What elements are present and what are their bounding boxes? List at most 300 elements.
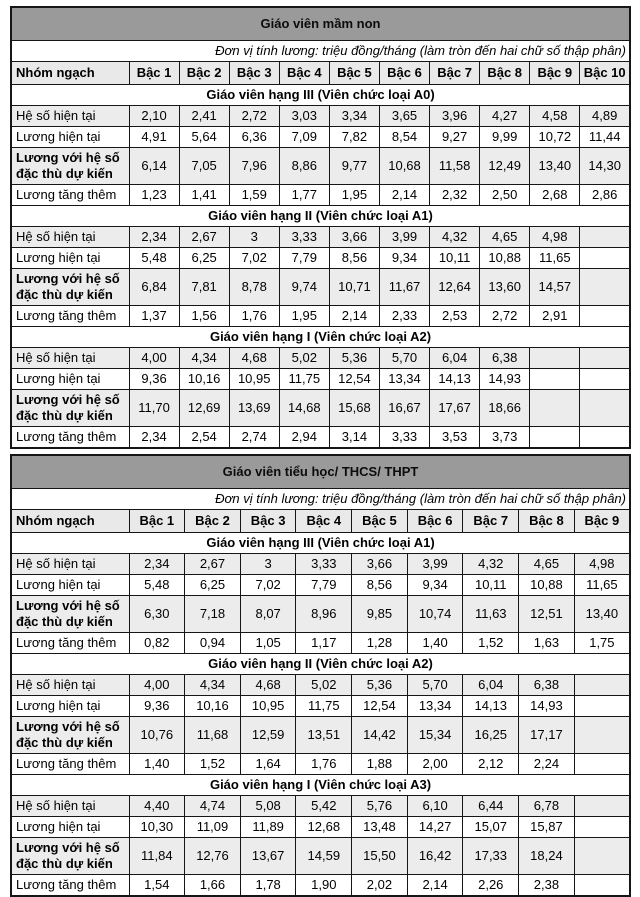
value-cell: 5,08 (240, 796, 296, 817)
value-cell: 5,70 (407, 675, 463, 696)
value-cell: 2,72 (480, 306, 530, 327)
table-row (11, 106, 630, 127)
value-cell: 16,67 (379, 390, 429, 427)
value-cell: 18,24 (519, 838, 575, 875)
value-cell: 10,30 (129, 817, 185, 838)
table-row (11, 633, 630, 654)
value-cell: 11,68 (185, 717, 241, 754)
value-cell: 13,67 (240, 838, 296, 875)
column-header-bac-1: Bậc 1 (129, 510, 185, 533)
section-header: Giáo viên hạng III (Viên chức loại A1) (11, 533, 630, 554)
value-cell (574, 717, 630, 754)
value-cell: 1,75 (574, 633, 630, 654)
value-cell: 12,64 (430, 269, 480, 306)
value-cell: 2,34 (129, 227, 179, 248)
value-cell: 5,36 (329, 348, 379, 369)
value-cell: 11,09 (185, 817, 241, 838)
value-cell: 3,99 (379, 227, 429, 248)
value-cell (580, 348, 630, 369)
table-row (11, 185, 630, 206)
value-cell: 7,79 (279, 248, 329, 269)
value-cell: 1,40 (407, 633, 463, 654)
value-cell: 18,66 (480, 390, 530, 427)
row-label: Lương hiện tại (11, 248, 129, 269)
value-cell: 5,64 (179, 127, 229, 148)
section-header-row (11, 654, 630, 675)
row-label: Lương với hệ số đặc thù dự kiến (11, 838, 129, 875)
value-cell: 2,67 (185, 554, 241, 575)
value-cell: 3,14 (329, 427, 379, 449)
unit-note: Đơn vị tính lương: triệu đồng/tháng (làm tròn đến hai chữ số thập phân) (11, 489, 630, 510)
value-cell: 2,14 (407, 875, 463, 897)
value-cell: 14,27 (407, 817, 463, 838)
value-cell: 13,51 (296, 717, 352, 754)
value-cell: 2,38 (519, 875, 575, 897)
value-cell: 9,85 (352, 596, 408, 633)
table-row (11, 838, 630, 875)
value-cell: 1,52 (185, 754, 241, 775)
table-row (11, 306, 630, 327)
value-cell: 7,82 (329, 127, 379, 148)
value-cell: 3,33 (296, 554, 352, 575)
value-cell (574, 696, 630, 717)
value-cell: 1,95 (279, 306, 329, 327)
table-row (11, 754, 630, 775)
value-cell: 1,76 (296, 754, 352, 775)
column-header-bac-3: Bậc 3 (240, 510, 296, 533)
value-cell: 2,12 (463, 754, 519, 775)
section-header: Giáo viên hạng I (Viên chức loại A3) (11, 775, 630, 796)
value-cell (530, 390, 580, 427)
row-label: Hệ số hiện tại (11, 675, 129, 696)
value-cell: 4,34 (185, 675, 241, 696)
value-cell: 14,59 (296, 838, 352, 875)
section-header-row (11, 775, 630, 796)
table-row (11, 248, 630, 269)
value-cell: 10,88 (480, 248, 530, 269)
column-header-group: Nhóm ngạch (11, 510, 129, 533)
value-cell (580, 306, 630, 327)
value-cell: 3 (240, 554, 296, 575)
value-cell: 6,25 (179, 248, 229, 269)
value-cell: 10,16 (185, 696, 241, 717)
value-cell: 9,34 (379, 248, 429, 269)
value-cell: 17,17 (519, 717, 575, 754)
salary-tables-container (10, 6, 631, 897)
value-cell: 13,40 (574, 596, 630, 633)
value-cell: 2,14 (379, 185, 429, 206)
value-cell: 2,10 (129, 106, 179, 127)
value-cell: 8,54 (379, 127, 429, 148)
value-cell: 5,48 (129, 575, 185, 596)
value-cell: 6,04 (463, 675, 519, 696)
column-header-group: Nhóm ngạch (11, 62, 129, 85)
value-cell: 3,96 (430, 106, 480, 127)
table-row (11, 575, 630, 596)
value-cell: 12,59 (240, 717, 296, 754)
section-header: Giáo viên hạng I (Viên chức loại A2) (11, 327, 630, 348)
table-title-row (11, 7, 630, 41)
section-header-row (11, 533, 630, 554)
value-cell: 4,65 (519, 554, 575, 575)
value-cell: 2,67 (179, 227, 229, 248)
value-cell: 4,98 (530, 227, 580, 248)
value-cell: 1,95 (329, 185, 379, 206)
section-header-row (11, 206, 630, 227)
value-cell: 15,68 (329, 390, 379, 427)
value-cell: 4,34 (179, 348, 229, 369)
value-cell: 12,49 (480, 148, 530, 185)
table-row (11, 127, 630, 148)
value-cell: 3,73 (480, 427, 530, 449)
value-cell: 6,30 (129, 596, 185, 633)
value-cell (574, 817, 630, 838)
value-cell: 7,05 (179, 148, 229, 185)
value-cell (530, 348, 580, 369)
column-header-bac-2: Bậc 2 (179, 62, 229, 85)
table-title: Giáo viên tiểu học/ THCS/ THPT (11, 455, 630, 489)
value-cell: 0,82 (129, 633, 185, 654)
row-label: Lương hiện tại (11, 696, 129, 717)
value-cell: 1,63 (519, 633, 575, 654)
value-cell: 0,94 (185, 633, 241, 654)
value-cell (580, 369, 630, 390)
value-cell: 12,69 (179, 390, 229, 427)
value-cell: 2,26 (463, 875, 519, 897)
section-header: Giáo viên hạng II (Viên chức loại A2) (11, 654, 630, 675)
value-cell: 14,13 (463, 696, 519, 717)
value-cell: 5,02 (279, 348, 329, 369)
value-cell: 1,77 (279, 185, 329, 206)
value-cell: 12,51 (519, 596, 575, 633)
column-header-bac-8: Bậc 8 (480, 62, 530, 85)
value-cell (574, 796, 630, 817)
column-header-bac-5: Bậc 5 (352, 510, 408, 533)
value-cell: 4,40 (129, 796, 185, 817)
column-header-bac-9: Bậc 9 (574, 510, 630, 533)
value-cell: 7,81 (179, 269, 229, 306)
column-header-row (11, 62, 630, 85)
value-cell: 1,76 (229, 306, 279, 327)
value-cell: 4,65 (480, 227, 530, 248)
value-cell: 5,76 (352, 796, 408, 817)
value-cell: 11,44 (580, 127, 630, 148)
table-row (11, 717, 630, 754)
value-cell: 16,25 (463, 717, 519, 754)
table-title-row (11, 455, 630, 489)
value-cell: 2,34 (129, 427, 179, 449)
value-cell: 1,66 (185, 875, 241, 897)
value-cell: 4,74 (185, 796, 241, 817)
value-cell: 14,42 (352, 717, 408, 754)
value-cell: 11,84 (129, 838, 185, 875)
value-cell: 16,42 (407, 838, 463, 875)
value-cell: 9,99 (480, 127, 530, 148)
row-label: Lương hiện tại (11, 575, 129, 596)
value-cell: 10,16 (179, 369, 229, 390)
value-cell: 8,56 (329, 248, 379, 269)
table-row (11, 148, 630, 185)
value-cell: 12,54 (352, 696, 408, 717)
value-cell: 2,50 (480, 185, 530, 206)
row-label: Lương với hệ số đặc thù dự kiến (11, 596, 129, 633)
value-cell: 1,37 (129, 306, 179, 327)
value-cell (580, 269, 630, 306)
value-cell: 12,68 (296, 817, 352, 838)
row-label: Hệ số hiện tại (11, 348, 129, 369)
value-cell: 13,69 (229, 390, 279, 427)
table-title: Giáo viên mầm non (11, 7, 630, 41)
value-cell: 1,52 (463, 633, 519, 654)
value-cell: 10,71 (329, 269, 379, 306)
value-cell: 4,00 (129, 675, 185, 696)
value-cell: 13,34 (407, 696, 463, 717)
value-cell: 2,86 (580, 185, 630, 206)
value-cell: 6,10 (407, 796, 463, 817)
row-label: Lương hiện tại (11, 817, 129, 838)
value-cell: 2,94 (279, 427, 329, 449)
column-header-bac-6: Bậc 6 (379, 62, 429, 85)
value-cell: 5,42 (296, 796, 352, 817)
value-cell: 6,04 (430, 348, 480, 369)
row-label: Lương với hệ số đặc thù dự kiến (11, 148, 129, 185)
value-cell: 5,02 (296, 675, 352, 696)
value-cell: 3,66 (352, 554, 408, 575)
value-cell: 9,74 (279, 269, 329, 306)
value-cell: 1,40 (129, 754, 185, 775)
value-cell: 14,13 (430, 369, 480, 390)
row-label: Lương tăng thêm (11, 633, 129, 654)
table-row (11, 796, 630, 817)
value-cell: 10,74 (407, 596, 463, 633)
value-cell: 5,48 (129, 248, 179, 269)
value-cell: 1,23 (129, 185, 179, 206)
value-cell: 3,65 (379, 106, 429, 127)
column-header-row (11, 510, 630, 533)
value-cell: 3,53 (430, 427, 480, 449)
value-cell: 2,68 (530, 185, 580, 206)
value-cell (574, 675, 630, 696)
value-cell: 3,33 (379, 427, 429, 449)
value-cell: 1,59 (229, 185, 279, 206)
value-cell: 4,32 (463, 554, 519, 575)
value-cell: 4,68 (240, 675, 296, 696)
column-header-bac-10: Bậc 10 (580, 62, 630, 85)
column-header-bac-5: Bậc 5 (329, 62, 379, 85)
row-label: Lương với hệ số đặc thù dự kiến (11, 390, 129, 427)
value-cell: 4,32 (430, 227, 480, 248)
value-cell: 7,02 (229, 248, 279, 269)
value-cell: 6,36 (229, 127, 279, 148)
value-cell: 4,98 (574, 554, 630, 575)
value-cell: 12,54 (329, 369, 379, 390)
value-cell: 4,00 (129, 348, 179, 369)
row-label: Lương tăng thêm (11, 427, 129, 449)
value-cell: 15,50 (352, 838, 408, 875)
value-cell: 17,33 (463, 838, 519, 875)
value-cell: 2,14 (329, 306, 379, 327)
value-cell: 1,17 (296, 633, 352, 654)
value-cell: 7,18 (185, 596, 241, 633)
value-cell: 15,07 (463, 817, 519, 838)
unit-note: Đơn vị tính lương: triệu đồng/tháng (làm tròn đến hai chữ số thập phân) (11, 41, 630, 62)
row-label: Hệ số hiện tại (11, 106, 129, 127)
row-label: Lương với hệ số đặc thù dự kiến (11, 269, 129, 306)
unit-note-row (11, 489, 630, 510)
row-label: Hệ số hiện tại (11, 227, 129, 248)
row-label: Lương tăng thêm (11, 185, 129, 206)
value-cell: 2,74 (229, 427, 279, 449)
value-cell (574, 838, 630, 875)
column-header-bac-4: Bậc 4 (279, 62, 329, 85)
row-label: Lương tăng thêm (11, 875, 129, 897)
value-cell (580, 227, 630, 248)
value-cell: 10,88 (519, 575, 575, 596)
value-cell: 11,58 (430, 148, 480, 185)
value-cell: 9,34 (407, 575, 463, 596)
unit-note-row (11, 41, 630, 62)
value-cell: 6,38 (480, 348, 530, 369)
value-cell: 6,14 (129, 148, 179, 185)
column-header-bac-9: Bậc 9 (530, 62, 580, 85)
value-cell: 7,02 (240, 575, 296, 596)
value-cell: 1,41 (179, 185, 229, 206)
table-row (11, 427, 630, 449)
value-cell: 2,53 (430, 306, 480, 327)
value-cell: 2,33 (379, 306, 429, 327)
value-cell: 7,79 (296, 575, 352, 596)
value-cell: 6,25 (185, 575, 241, 596)
value-cell: 2,41 (179, 106, 229, 127)
column-header-bac-8: Bậc 8 (519, 510, 575, 533)
section-header: Giáo viên hạng II (Viên chức loại A1) (11, 206, 630, 227)
value-cell (580, 390, 630, 427)
value-cell: 3,66 (329, 227, 379, 248)
value-cell: 3 (229, 227, 279, 248)
value-cell: 11,65 (530, 248, 580, 269)
value-cell: 2,24 (519, 754, 575, 775)
value-cell: 2,54 (179, 427, 229, 449)
value-cell: 13,40 (530, 148, 580, 185)
section-header: Giáo viên hạng III (Viên chức loại A0) (11, 85, 630, 106)
value-cell: 10,11 (430, 248, 480, 269)
column-header-bac-1: Bậc 1 (129, 62, 179, 85)
value-cell (580, 427, 630, 449)
table-row (11, 269, 630, 306)
column-header-bac-4: Bậc 4 (296, 510, 352, 533)
table-row (11, 390, 630, 427)
row-label: Hệ số hiện tại (11, 554, 129, 575)
column-header-bac-7: Bậc 7 (430, 62, 480, 85)
column-header-bac-7: Bậc 7 (463, 510, 519, 533)
value-cell: 1,64 (240, 754, 296, 775)
value-cell: 14,93 (480, 369, 530, 390)
value-cell: 11,75 (279, 369, 329, 390)
value-cell: 4,58 (530, 106, 580, 127)
value-cell: 15,34 (407, 717, 463, 754)
value-cell: 2,00 (407, 754, 463, 775)
value-cell: 6,78 (519, 796, 575, 817)
table-row (11, 596, 630, 633)
value-cell: 4,68 (229, 348, 279, 369)
salary-table-2 (10, 454, 631, 897)
value-cell: 12,76 (185, 838, 241, 875)
value-cell: 10,72 (530, 127, 580, 148)
value-cell: 10,76 (129, 717, 185, 754)
value-cell: 6,38 (519, 675, 575, 696)
value-cell: 11,75 (296, 696, 352, 717)
value-cell: 14,30 (580, 148, 630, 185)
value-cell: 1,56 (179, 306, 229, 327)
value-cell: 11,70 (129, 390, 179, 427)
value-cell: 1,05 (240, 633, 296, 654)
value-cell: 11,63 (463, 596, 519, 633)
row-label: Lương hiện tại (11, 369, 129, 390)
row-label: Lương hiện tại (11, 127, 129, 148)
value-cell: 7,09 (279, 127, 329, 148)
section-header-row (11, 85, 630, 106)
value-cell: 5,36 (352, 675, 408, 696)
value-cell: 2,34 (129, 554, 185, 575)
value-cell: 2,72 (229, 106, 279, 127)
value-cell: 3,99 (407, 554, 463, 575)
value-cell: 4,27 (480, 106, 530, 127)
value-cell: 1,88 (352, 754, 408, 775)
value-cell: 4,91 (129, 127, 179, 148)
row-label: Lương tăng thêm (11, 754, 129, 775)
value-cell: 2,02 (352, 875, 408, 897)
value-cell: 13,34 (379, 369, 429, 390)
table-row (11, 348, 630, 369)
value-cell: 7,96 (229, 148, 279, 185)
value-cell: 10,95 (240, 696, 296, 717)
section-header-row (11, 327, 630, 348)
value-cell: 4,89 (580, 106, 630, 127)
value-cell: 1,90 (296, 875, 352, 897)
value-cell: 14,57 (530, 269, 580, 306)
column-header-bac-3: Bậc 3 (229, 62, 279, 85)
table-row (11, 696, 630, 717)
table-row (11, 227, 630, 248)
value-cell: 11,67 (379, 269, 429, 306)
value-cell (580, 248, 630, 269)
value-cell: 13,48 (352, 817, 408, 838)
value-cell: 9,36 (129, 696, 185, 717)
salary-table-1 (10, 6, 631, 449)
value-cell: 17,67 (430, 390, 480, 427)
value-cell: 11,89 (240, 817, 296, 838)
value-cell: 8,56 (352, 575, 408, 596)
value-cell: 6,44 (463, 796, 519, 817)
value-cell: 3,33 (279, 227, 329, 248)
value-cell: 3,34 (329, 106, 379, 127)
value-cell: 2,91 (530, 306, 580, 327)
value-cell: 14,93 (519, 696, 575, 717)
row-label: Lương với hệ số đặc thù dự kiến (11, 717, 129, 754)
value-cell: 9,36 (129, 369, 179, 390)
value-cell: 9,77 (329, 148, 379, 185)
value-cell: 13,60 (480, 269, 530, 306)
row-label: Lương tăng thêm (11, 306, 129, 327)
value-cell: 8,78 (229, 269, 279, 306)
row-label: Hệ số hiện tại (11, 796, 129, 817)
value-cell (530, 369, 580, 390)
value-cell: 9,27 (430, 127, 480, 148)
value-cell: 2,32 (430, 185, 480, 206)
column-header-bac-2: Bậc 2 (185, 510, 241, 533)
value-cell: 14,68 (279, 390, 329, 427)
table-row (11, 369, 630, 390)
